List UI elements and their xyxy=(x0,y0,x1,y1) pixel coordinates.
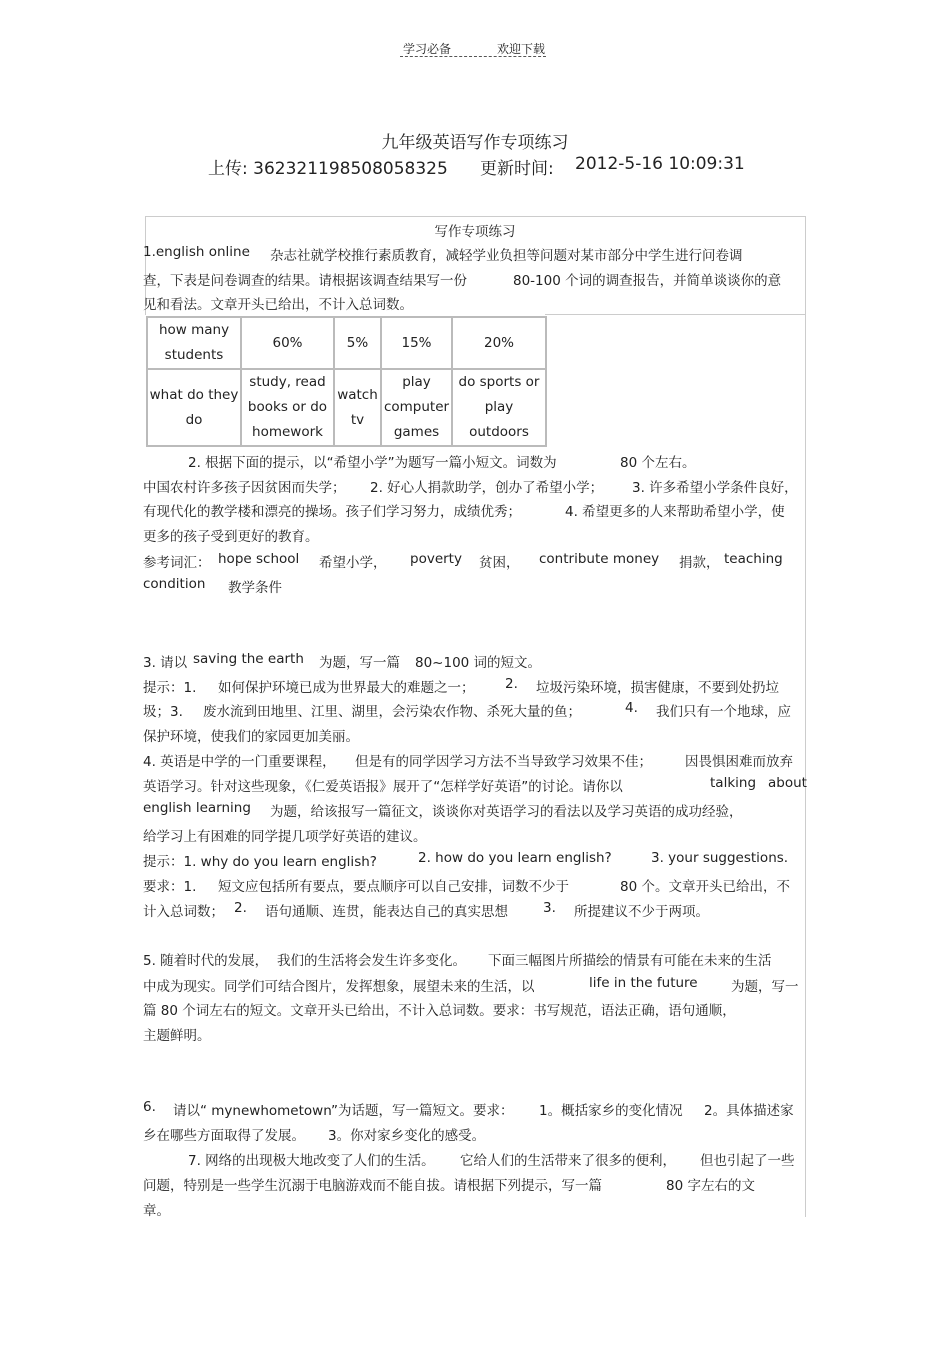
upload-id: 上传: 362321198508058325 xyxy=(208,159,448,179)
q6-line2b: 3。你对家乡变化的感受。 xyxy=(328,1128,486,1144)
q7-line1c: 但也引起了一些 xyxy=(700,1153,795,1169)
row1-cell: 15% xyxy=(381,317,452,369)
q2-line5f: contribute money xyxy=(539,551,660,567)
q2-line3a: 有现代化的教学楼和漂亮的操场。孩子们学习努力，成绩优秀； xyxy=(143,504,521,520)
q4-line7c: 语句通顺、连贯，能表达自己的真实思想 xyxy=(265,904,508,920)
q2-line4: 更多的孩子受到更好的教育。 xyxy=(143,529,319,545)
q4-line7b: 2. xyxy=(234,900,247,916)
q5-line4: 主题鲜明。 xyxy=(143,1028,211,1044)
header-right: 欢迎下载 xyxy=(497,42,546,56)
q1-line2a: 查，下表是问卷调查的结果。请根据该调查结果写一份 xyxy=(143,273,467,289)
q3-line3d: 我们只有一个地球，应 xyxy=(656,704,791,720)
row1-header: how many students xyxy=(147,317,241,369)
q3-line3a: 圾；3. xyxy=(143,704,183,720)
q3-line2d: 垃圾污染环境，损害健康，不要到处扔垃 xyxy=(536,680,779,696)
q3-line2c: 2. xyxy=(505,676,518,692)
q2-line5e: 贫困， xyxy=(479,555,520,571)
row2-cell: watch tv xyxy=(334,369,381,446)
q2-line2a: 中国农村许多孩子因贫困而失学； xyxy=(143,480,346,496)
q2-line5c: 希望小学， xyxy=(319,555,387,571)
row2-cell: study, read books or do homework xyxy=(241,369,334,446)
q4-line2a: 英语学习。针对这些现象，《仁爱英语报》展开了“怎样学好英语”的讨论。请你以 xyxy=(143,779,623,795)
q3-line1c: 为题，写一篇 xyxy=(319,655,400,671)
table-row xyxy=(147,369,546,446)
row2-cell: do sports or play outdoors xyxy=(452,369,546,446)
q2-line1b: 80 个左右。 xyxy=(620,455,696,471)
q4-line4: 给学习上有困难的同学提几项学好英语的建议。 xyxy=(143,829,427,845)
q2-line1a: 2. 根据下面的提示，以“希望小学”为题写一篇小短文。词数为 xyxy=(188,455,557,471)
q2-line6b: 教学条件 xyxy=(228,580,282,596)
q4-line1c: 因畏惧困难而放弃 xyxy=(685,754,793,770)
q4-line7d: 3. xyxy=(543,900,556,916)
q2-line5a: 参考词汇： xyxy=(143,555,211,571)
updated-value: 2012-5-16 10:09:31 xyxy=(575,154,745,174)
row2-header: what do they do xyxy=(147,369,241,446)
q4-line5a: 提示：1. why do you learn english? xyxy=(143,854,377,870)
frame-divider xyxy=(545,314,805,315)
q4-line1b: 但是有的同学因学习方法不当导致学习效果不佳； xyxy=(355,754,652,770)
q4-line2c: about xyxy=(768,775,807,791)
q3-line3c: 4. xyxy=(625,700,638,716)
q4-line7e: 所提建议不少于两项。 xyxy=(574,904,709,920)
q6-line1c: 1。概括家乡的变化情况 xyxy=(539,1103,683,1119)
q7-line3: 章。 xyxy=(143,1203,170,1219)
q4-line5c: 3. your suggestions. xyxy=(651,850,789,866)
q1-line2b: 80-100 个词的调查报告，并简单谈谈你的意 xyxy=(513,273,782,289)
q2-line3b: 4. 希望更多的人来帮助希望小学，使 xyxy=(565,504,785,520)
q2-line5h: teaching xyxy=(724,551,783,567)
row2-cell: play computer games xyxy=(381,369,452,446)
table-row xyxy=(147,317,546,369)
q1-line1b: 杂志社就学校推行素质教育，减轻学业负担等问题对某市部分中学生进行问卷调 xyxy=(270,248,743,264)
q4-line6b: 短文应包括所有要点，要点顺序可以自己安排，词数不少于 xyxy=(218,879,569,895)
q1-line3: 见和看法。文章开头已给出，不计入总词数。 xyxy=(143,297,413,313)
q5-line2b: life in the future xyxy=(589,975,698,991)
q2-line5d: poverty xyxy=(410,551,462,567)
q5-line1a: 5. 随着时代的发展， xyxy=(143,953,269,969)
q3-line1d: 80~100 词的短文。 xyxy=(415,655,542,671)
q1-line1a: 1.english online xyxy=(143,244,250,260)
q3-line1a: 3. 请以 xyxy=(143,655,188,671)
document-title: 九年级英语写作专项练习 xyxy=(381,133,569,153)
section-title: 写作专项练习 xyxy=(434,224,516,240)
header-left: 学习必备 xyxy=(403,42,452,56)
q7-line1b: 它给人们的生活带来了很多的便利， xyxy=(460,1153,676,1169)
q6-line1a: 6. xyxy=(143,1099,156,1115)
q4-line2b: talking xyxy=(710,775,757,791)
q3-line1b: saving the earth xyxy=(193,651,304,667)
q2-line2b: 2. 好心人捐款助学，创办了希望小学； xyxy=(370,480,604,496)
q7-line2b: 80 字左右的文 xyxy=(666,1178,755,1194)
row1-cell: 60% xyxy=(241,317,334,369)
q4-line6c: 80 个。文章开头已给出，不 xyxy=(620,879,790,895)
q2-line2c: 3. 许多希望小学条件良好， xyxy=(632,480,798,496)
q6-line1b: 请以“ mynewhometown”为话题，写一篇短文。要求： xyxy=(173,1103,514,1119)
q5-line1b: 我们的生活将会发生许多变化。 xyxy=(277,953,466,969)
q4-line5b: 2. how do you learn english? xyxy=(418,850,612,866)
q5-line1c: 下面三幅图片所描绘的情景有可能在未来的生活 xyxy=(488,953,772,969)
q4-line3a: english learning xyxy=(143,800,251,816)
q3-line4: 保护环境，使我们的家园更加美丽。 xyxy=(143,729,359,745)
q7-line2a: 问题，特别是一些学生沉溺于电脑游戏而不能自拔。请根据下列提示，写一篇 xyxy=(143,1178,602,1194)
row1-cell: 20% xyxy=(452,317,546,369)
q2-line5b: hope school xyxy=(218,551,300,567)
q5-line2c: 为题，写一 xyxy=(731,979,799,995)
q7-line1a: 7. 网络的出现极大地改变了人们的生活。 xyxy=(188,1153,435,1169)
q4-line7a: 计入总词数； xyxy=(143,904,224,920)
row1-cell: 5% xyxy=(334,317,381,369)
q2-line5g: 捐款， xyxy=(679,555,720,571)
q6-line2a: 乡在哪些方面取得了发展。 xyxy=(143,1128,305,1144)
q2-line6a: condition xyxy=(143,576,206,592)
q3-line2b: 如何保护环境已成为世界最大的难题之一； xyxy=(218,680,475,696)
q5-line2a: 中成为现实。同学们可结合图片，发挥想象，展望未来的生活，以 xyxy=(143,979,535,995)
q4-line3b: 为题，给该报写一篇征文，谈谈你对英语学习的看法以及学习英语的成功经验， xyxy=(270,804,743,820)
q4-line1a: 4. 英语是中学的一门重要课程， xyxy=(143,754,336,770)
q3-line3b: 废水流到田地里、江里、湖里，会污染农作物、杀死大量的鱼； xyxy=(203,704,581,720)
survey-table xyxy=(146,316,547,447)
q4-line6a: 要求：1. xyxy=(143,879,197,895)
q6-line1d: 2。具体描述家 xyxy=(704,1103,794,1119)
q3-line2a: 提示：1. xyxy=(143,680,197,696)
updated-label: 更新时间: xyxy=(480,159,554,179)
header-rule xyxy=(400,56,546,57)
q5-line3: 篇 80 个词左右的短文。文章开头已给出，不计入总词数。要求：书写规范，语法正确，语句通顺， xyxy=(143,1003,736,1019)
